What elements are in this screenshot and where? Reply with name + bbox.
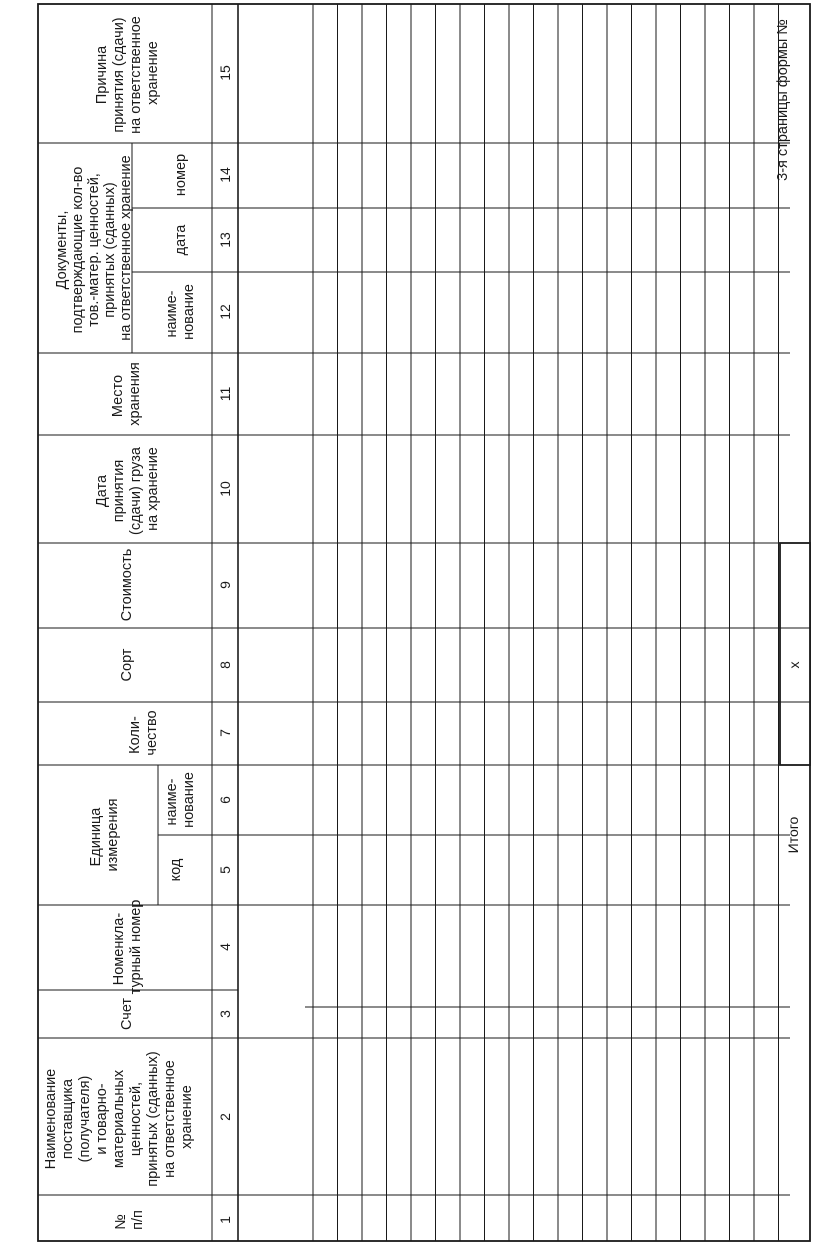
col-8-header: Сорт xyxy=(119,648,135,682)
total-row xyxy=(780,543,810,853)
col-number: 10 xyxy=(217,481,233,497)
col-number: 9 xyxy=(217,581,233,589)
col-number: 8 xyxy=(217,661,233,669)
col-number: 4 xyxy=(217,943,233,951)
col-9-header: Стоимость xyxy=(119,548,135,622)
col-number: 6 xyxy=(217,796,233,804)
col-number: 2 xyxy=(217,1113,233,1121)
page-header: 3-я страницы формы № xyxy=(775,19,791,181)
body-columns xyxy=(238,143,790,1195)
col-7-header: Коли- чество xyxy=(127,710,160,756)
col-12-header: наиме- нование xyxy=(164,284,197,340)
col-number: 12 xyxy=(217,304,233,320)
col-10-header: Дата принятия (сдачи) груза на хранение xyxy=(94,447,161,535)
header-grid xyxy=(38,4,238,1241)
col-number: 3 xyxy=(217,1010,233,1018)
total-mark: x xyxy=(786,661,802,669)
col-3-header: Счет xyxy=(119,997,135,1031)
col-number: 15 xyxy=(217,65,233,81)
documents-group-header: Документы, подтверждающие кол-во тов.-матер. ценностей, принятых (сданных) на ответственное хранение xyxy=(54,155,134,341)
col-15-header: Причина принятия (сдачи) на ответственное хранение xyxy=(94,16,161,134)
col-11-header: Место хранения xyxy=(110,362,143,426)
col-number: 14 xyxy=(217,167,233,183)
col-number: 7 xyxy=(217,729,233,737)
column-number-row xyxy=(217,65,233,1224)
header-texts xyxy=(43,12,197,1230)
unit-group-header: Единица измерения xyxy=(88,798,121,872)
col-13-header: дата xyxy=(173,224,189,256)
col-5-header: код xyxy=(168,858,184,882)
col-number: 1 xyxy=(217,1216,233,1224)
col-4-header: Номенкла- турный номер xyxy=(111,899,144,995)
col-2-header: Наименование поставщика (получателя) и товарно- материальных ценностей, принятых (сданных) на ответственное хранение xyxy=(43,1051,195,1187)
col-14-header: номер xyxy=(173,153,189,197)
col-6-header: наиме- нование xyxy=(164,772,197,828)
col-1-header: № п/п xyxy=(113,1210,146,1230)
col-number: 13 xyxy=(217,232,233,248)
total-label: Итого xyxy=(785,816,801,854)
table-body xyxy=(313,4,779,1241)
col-number: 11 xyxy=(217,386,233,402)
col-number: 5 xyxy=(217,866,233,874)
